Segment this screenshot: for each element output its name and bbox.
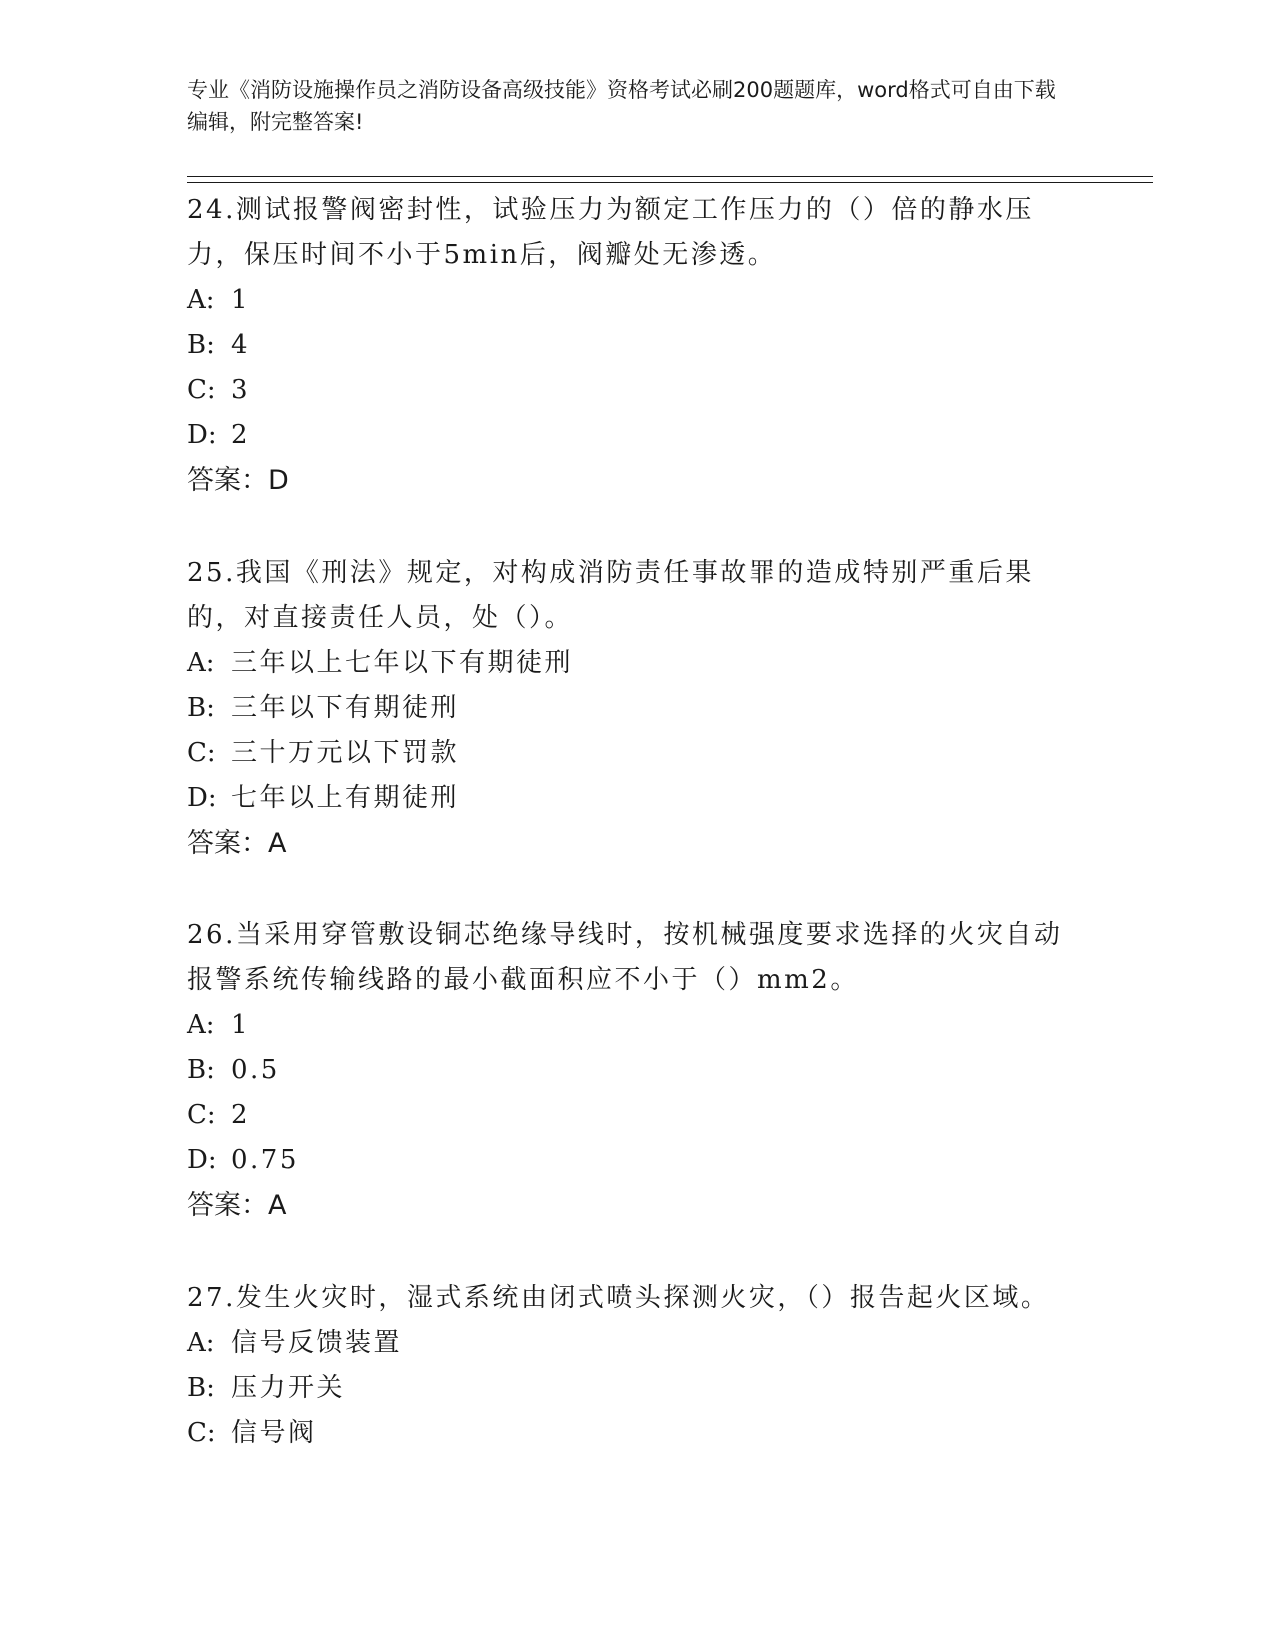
option-letter: C: xyxy=(187,738,216,768)
option-c xyxy=(187,1411,1087,1456)
option-letter: B: xyxy=(187,693,215,723)
option-d xyxy=(187,1138,1087,1183)
option-b xyxy=(187,1048,1087,1093)
option-text: 压力开关 xyxy=(231,1373,346,1403)
option-letter: A: xyxy=(187,1328,215,1358)
question-27 xyxy=(187,1276,1087,1456)
option-letter: B: xyxy=(187,1055,215,1085)
option-letter: A: xyxy=(187,648,215,678)
option-text: 1 xyxy=(231,285,251,315)
option-a xyxy=(187,1003,1087,1048)
option-text: 4 xyxy=(231,330,251,360)
option-d xyxy=(187,776,1087,821)
answer-label: 答案：A xyxy=(187,1190,287,1221)
option-text: 三年以上七年以下有期徒刑 xyxy=(231,648,574,678)
option-letter: D: xyxy=(187,1145,217,1175)
question-stem: 26.当采用穿管敷设铜芯绝缘导线时，按机械强度要求选择的火灾自动报警系统传输线路的最小截面积应不小于（）mm2。 xyxy=(187,920,1063,995)
answer-label: 答案：D xyxy=(187,465,289,496)
option-letter: B: xyxy=(187,330,215,360)
option-a xyxy=(187,278,1087,323)
question-stem: 24.测试报警阀密封性，试验压力为额定工作压力的（）倍的静水压力，保压时间不小于5min后，阀瓣处无渗透。 xyxy=(187,195,1034,270)
option-text: 七年以上有期徒刑 xyxy=(231,783,460,813)
option-c xyxy=(187,368,1087,413)
option-text: 信号阀 xyxy=(231,1418,317,1448)
answer-label: 答案：A xyxy=(187,828,287,859)
option-b xyxy=(187,686,1087,731)
question-24 xyxy=(187,188,1087,503)
page-header: 专业《消防设施操作员之消防设备高级技能》资格考试必刷200题题库，word格式可自由下载编辑，附完整答案! xyxy=(187,78,1056,134)
option-letter: D: xyxy=(187,420,217,450)
header-divider-top xyxy=(187,176,1153,177)
option-text: 信号反馈装置 xyxy=(231,1328,403,1358)
option-text: 三年以下有期徒刑 xyxy=(231,693,460,723)
header-divider-bottom xyxy=(187,182,1153,183)
option-text: 1 xyxy=(231,1010,251,1040)
option-c xyxy=(187,1093,1087,1138)
option-a xyxy=(187,1321,1087,1366)
option-b xyxy=(187,1366,1087,1411)
option-letter: C: xyxy=(187,1418,216,1448)
option-letter: C: xyxy=(187,375,216,405)
option-text: 三十万元以下罚款 xyxy=(231,738,460,768)
option-letter: A: xyxy=(187,1010,215,1040)
option-letter: B: xyxy=(187,1373,215,1403)
option-a xyxy=(187,641,1087,686)
option-text: 2 xyxy=(231,1100,251,1130)
option-letter: A: xyxy=(187,285,215,315)
option-letter: C: xyxy=(187,1100,216,1130)
question-stem: 27.发生火灾时，湿式系统由闭式喷头探测火灾，（）报告起火区域。 xyxy=(187,1283,1050,1313)
option-letter: D: xyxy=(187,783,217,813)
option-d xyxy=(187,413,1087,458)
option-text: 0.75 xyxy=(231,1145,299,1175)
option-b xyxy=(187,323,1087,368)
option-text: 2 xyxy=(231,420,251,450)
option-text: 3 xyxy=(231,375,251,405)
option-c xyxy=(187,731,1087,776)
option-text: 0.5 xyxy=(231,1055,280,1085)
question-stem: 25.我国《刑法》规定，对构成消防责任事故罪的造成特别严重后果的，对直接责任人员，处（）。 xyxy=(187,558,1034,633)
question-26 xyxy=(187,913,1087,1228)
question-25 xyxy=(187,551,1087,866)
